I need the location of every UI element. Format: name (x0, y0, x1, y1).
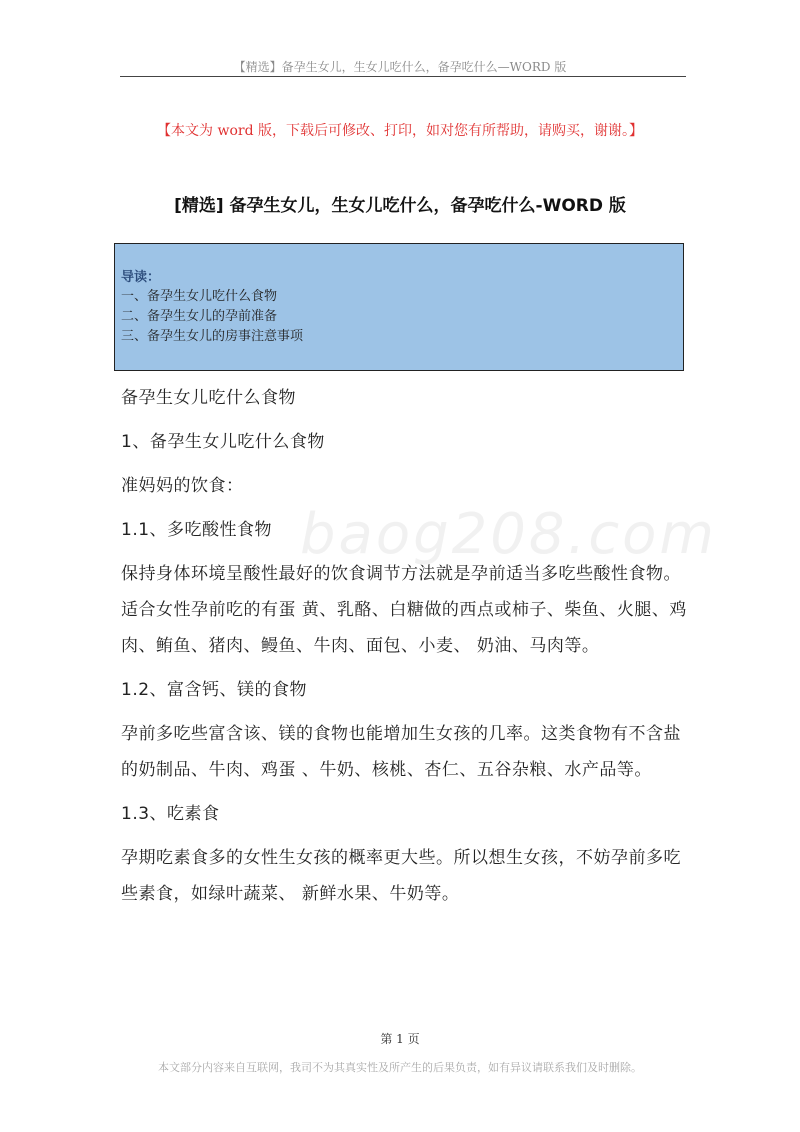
guide-box (114, 243, 684, 371)
subsection-heading: 1.3、吃素食 (121, 804, 220, 824)
page-header: 【精选】备孕生女儿，生女儿吃什么，备孕吃什么—WORD 版 (233, 60, 567, 74)
paragraph: 孕期吃素食多的女性生女孩的概率更大些。所以想生女孩，不妨孕前多吃些素食，如绿叶蔬菜、 新鲜水果、牛奶等。 (121, 848, 681, 904)
guide-item: 三、备孕生女儿的房事注意事项 (121, 329, 304, 344)
watermark: baog208.com (300, 502, 717, 567)
paragraph: 保持身体环境呈酸性最好的饮食调节方法就是孕前适当多吃些酸性食物。适合女性孕前吃的有蛋 黄、乳酪、白糖做的西点或柿子、柴鱼、火腿、鸡肉、鲔鱼、猪肉、鳗鱼、牛肉、面包、小麦、 奶油、马肉等。 (121, 564, 687, 656)
guide-item: 二、备孕生女儿的孕前准备 (121, 309, 278, 324)
section-heading: 备孕生女儿吃什么食物 (121, 388, 296, 408)
subsection-heading: 1.1、多吃酸性食物 (121, 520, 273, 540)
subsection-heading: 1.2、富含钙、镁的食物 (121, 680, 308, 700)
subsection-heading: 1、备孕生女儿吃什么食物 (121, 432, 325, 452)
guide-item: 一、备孕生女儿吃什么食物 (121, 289, 278, 304)
document-title: [精选] 备孕生女儿，生女儿吃什么，备孕吃什么-WORD 版 (174, 196, 626, 216)
paragraph: 孕前多吃些富含该、镁的食物也能增加生女孩的几率。这类食物有不含盐的奶制品、牛肉、鸡蛋 、牛奶、核桃、杏仁、五谷杂粮、水产品等。 (121, 724, 681, 780)
guide-label: 导读： (121, 270, 161, 285)
page-number: 第 1 页 (380, 1032, 420, 1046)
paragraph: 准妈妈的饮食： (121, 476, 244, 496)
word-version-notice: 【本文为 word 版，下载后可修改、打印，如对您有所帮助，请购买，谢谢。】 (157, 123, 643, 139)
document-body (121, 380, 717, 920)
header-divider (120, 76, 686, 77)
page-footer-disclaimer: 本文部分内容来自互联网，我司不为其真实性及所产生的后果负责，如有异议请联系我们及时删除。 (158, 1061, 642, 1074)
